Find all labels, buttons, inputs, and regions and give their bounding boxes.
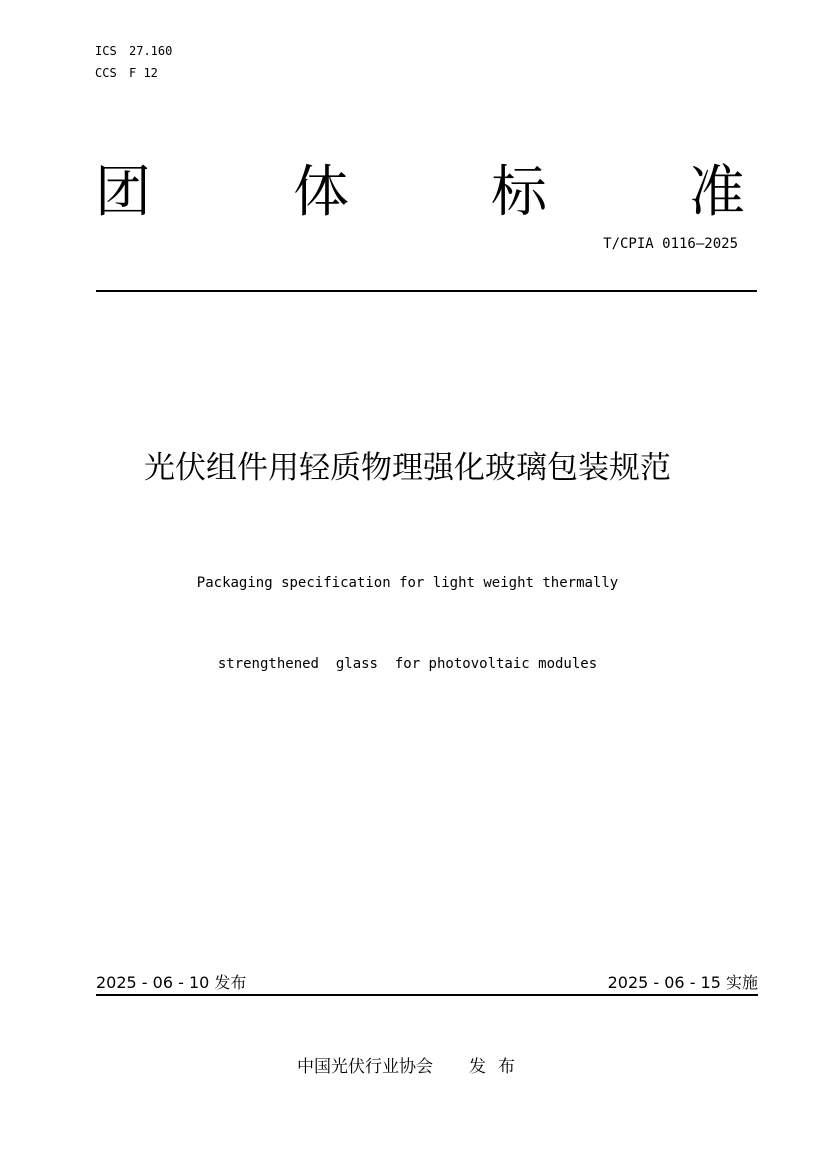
title-english-line-2: strengthened glass for photovoltaic modules — [217, 656, 598, 672]
standard-type-char-3: 标 — [491, 160, 547, 225]
ics-value: 27.160 — [129, 44, 173, 58]
issuer-action-char-2: 布 — [498, 1057, 515, 1077]
issuer-action-char-1: 发 — [469, 1057, 486, 1077]
classification-codes — [95, 40, 172, 84]
ccs-value: F 12 — [129, 66, 158, 80]
standard-type-heading — [95, 158, 745, 228]
implementation-date: 2025 - 06 - 15 实施 — [607, 973, 758, 992]
ccs-label: CCS — [95, 66, 117, 80]
issuer-line — [297, 1052, 515, 1077]
ics-label: ICS — [95, 44, 117, 58]
top-divider — [96, 290, 757, 292]
standard-type-char-4: 准 — [689, 160, 745, 225]
title-english — [0, 516, 815, 705]
standard-type-char-1: 团 — [95, 160, 151, 225]
issue-date: 2025 - 06 - 10 发布 — [96, 973, 247, 992]
standard-number: T/CPIA 0116—2025 — [603, 236, 738, 252]
title-chinese: 光伏组件用轻质物理强化玻璃包装规范 — [144, 450, 671, 486]
ics-line — [95, 40, 172, 62]
standard-type-char-2: 体 — [293, 160, 349, 225]
issuer-name: 中国光伏行业协会 — [297, 1057, 433, 1077]
ccs-line — [95, 62, 172, 84]
title-english-line-1: Packaging specification for light weight thermally — [196, 575, 619, 591]
bottom-divider — [96, 994, 758, 996]
